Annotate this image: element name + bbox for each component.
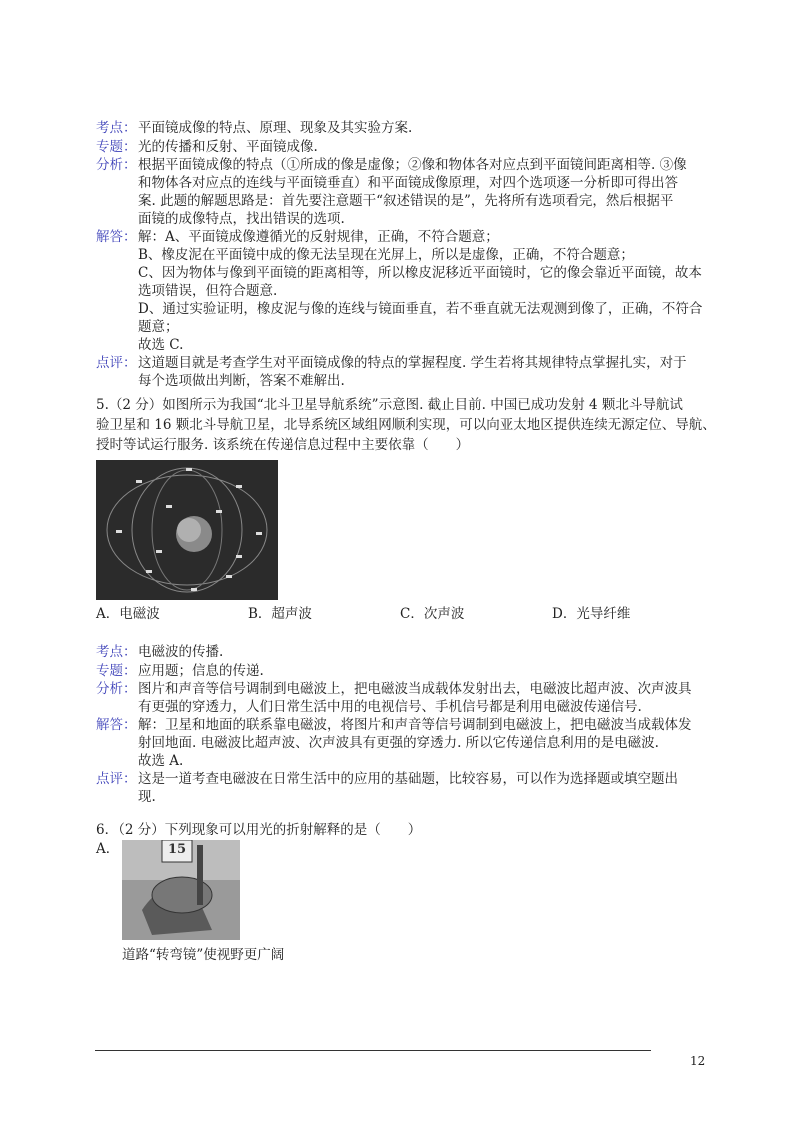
- road-sign-number: 15: [168, 842, 187, 857]
- label-zhuanti: 专题：: [96, 663, 137, 679]
- footer-divider: [95, 1050, 651, 1051]
- label-kaodian: 考点：: [96, 120, 137, 136]
- beidou-satellite-diagram: [96, 460, 278, 600]
- q4-jieda-line: 解：A、平面镜成像遵循光的反射规律，正确，不符合题意；: [138, 229, 499, 245]
- q5-option-b: B．超声波: [248, 606, 312, 622]
- q4-fenxi-line: 和物体各对应点的连线与平面镜垂直）和平面镜成像原理，对四个选项逐一分析即可得出答: [138, 175, 678, 191]
- label-kaodian: 考点：: [96, 644, 137, 660]
- label-jieda: 解答：: [96, 717, 137, 733]
- q4-jieda-line: C、因为物体与像到平面镜的距离相等，所以橡皮泥移近平面镜时，它的像会靠近平面镜，故本: [138, 265, 702, 281]
- q4-fenxi-line: 根据平面镜成像的特点（①所成的像是虚像；②像和物体各对应点到平面镜间距离相等. ③像: [138, 157, 687, 173]
- q4-jieda-line: D、通过实验证明，橡皮泥与像的连线与镜面垂直，若不垂直就无法观测到像了，正确，不符合: [138, 301, 703, 317]
- q5-option-a: A．电磁波: [96, 606, 160, 622]
- q6-stem: 6．（2 分）下列现象可以用光的折射解释的是（ ）: [96, 822, 422, 838]
- q4-jieda-line: B、橡皮泥在平面镜中成的像无法呈现在光屏上，所以是虚像，正确，不符合题意；: [138, 247, 634, 263]
- label-fenxi: 分析：: [96, 681, 137, 697]
- q5-jieda-line: 故选 A.: [138, 753, 184, 769]
- q5-fenxi-line: 有更强的穿透力，人们日常生活中用的电视信号、手机信号都是利用电磁波传递信号.: [138, 699, 642, 715]
- q6-option-a-label: A．: [96, 841, 120, 857]
- q5-stem-line: 5.（2 分）如图所示为我国“北斗卫星导航系统”示意图. 截止目前. 中国已成功发射 4 颗北斗导航试: [96, 397, 683, 413]
- label-fenxi: 分析：: [96, 157, 137, 173]
- q5-fenxi-line: 图片和声音等信号调制到电磁波上，把电磁波当成载体发射出去，电磁波比超声波、次声波具: [138, 681, 692, 697]
- q4-dianping-line: 每个选项做出判断，答案不难解出.: [138, 373, 345, 389]
- label-jieda: 解答：: [96, 229, 137, 245]
- label-zhuanti: 专题：: [96, 139, 137, 155]
- page-number: 12: [690, 1054, 706, 1068]
- road-corner-mirror-photo: [122, 840, 240, 940]
- q4-zhuanti: 光的传播和反射、平面镜成像.: [138, 139, 318, 155]
- q6-option-a-caption: 道路“转弯镜”使视野更广阔: [122, 947, 285, 963]
- q5-zhuanti: 应用题；信息的传递.: [138, 663, 264, 679]
- q5-dianping-line: 这是一道考查电磁波在日常生活中的应用的基础题，比较容易，可以作为选择题或填空题出: [138, 771, 678, 787]
- q5-stem-line: 验卫星和 16 颗北斗导航卫星，北导系统区域组网顺利实现，可以向亚太地区提供连续无源定位、导航、: [96, 417, 716, 433]
- q4-kaodian: 平面镜成像的特点、原理、现象及其实验方案.: [138, 120, 413, 136]
- q5-jieda-line: 射回地面. 电磁波比超声波、次声波具有更强的穿透力. 所以它传递信息利用的是电磁波.: [138, 735, 659, 751]
- q4-dianping-line: 这道题目就是考查学生对平面镜成像的特点的掌握程度. 学生若将其规律特点掌握扎实，对于: [138, 355, 687, 371]
- q5-kaodian: 电磁波的传播.: [138, 644, 224, 660]
- q4-jieda-line: 故选 C.: [138, 337, 184, 353]
- q4-fenxi-line: 面镜的成像特点，找出错误的选项.: [138, 211, 345, 227]
- q4-jieda-line: 题意；: [138, 319, 179, 335]
- q4-jieda-line: 选项错误，但符合题意.: [138, 283, 278, 299]
- q5-option-c: C．次声波: [400, 606, 465, 622]
- q5-option-d: D．光导纤维: [552, 606, 631, 622]
- label-dianping: 点评：: [96, 771, 137, 787]
- q5-jieda-line: 解：卫星和地面的联系靠电磁波，将图片和声音等信号调制到电磁波上，把电磁波当成载体发: [138, 717, 692, 733]
- label-dianping: 点评：: [96, 355, 137, 371]
- q5-stem-line: 授时等试运行服务. 该系统在传递信息过程中主要依靠（ ）: [96, 437, 470, 453]
- q5-dianping-line: 现.: [138, 789, 156, 805]
- q4-fenxi-line: 案. 此题的解题思路是：首先要注意题干“叙述错误的是”，先将所有选项看完，然后根据平: [138, 193, 674, 209]
